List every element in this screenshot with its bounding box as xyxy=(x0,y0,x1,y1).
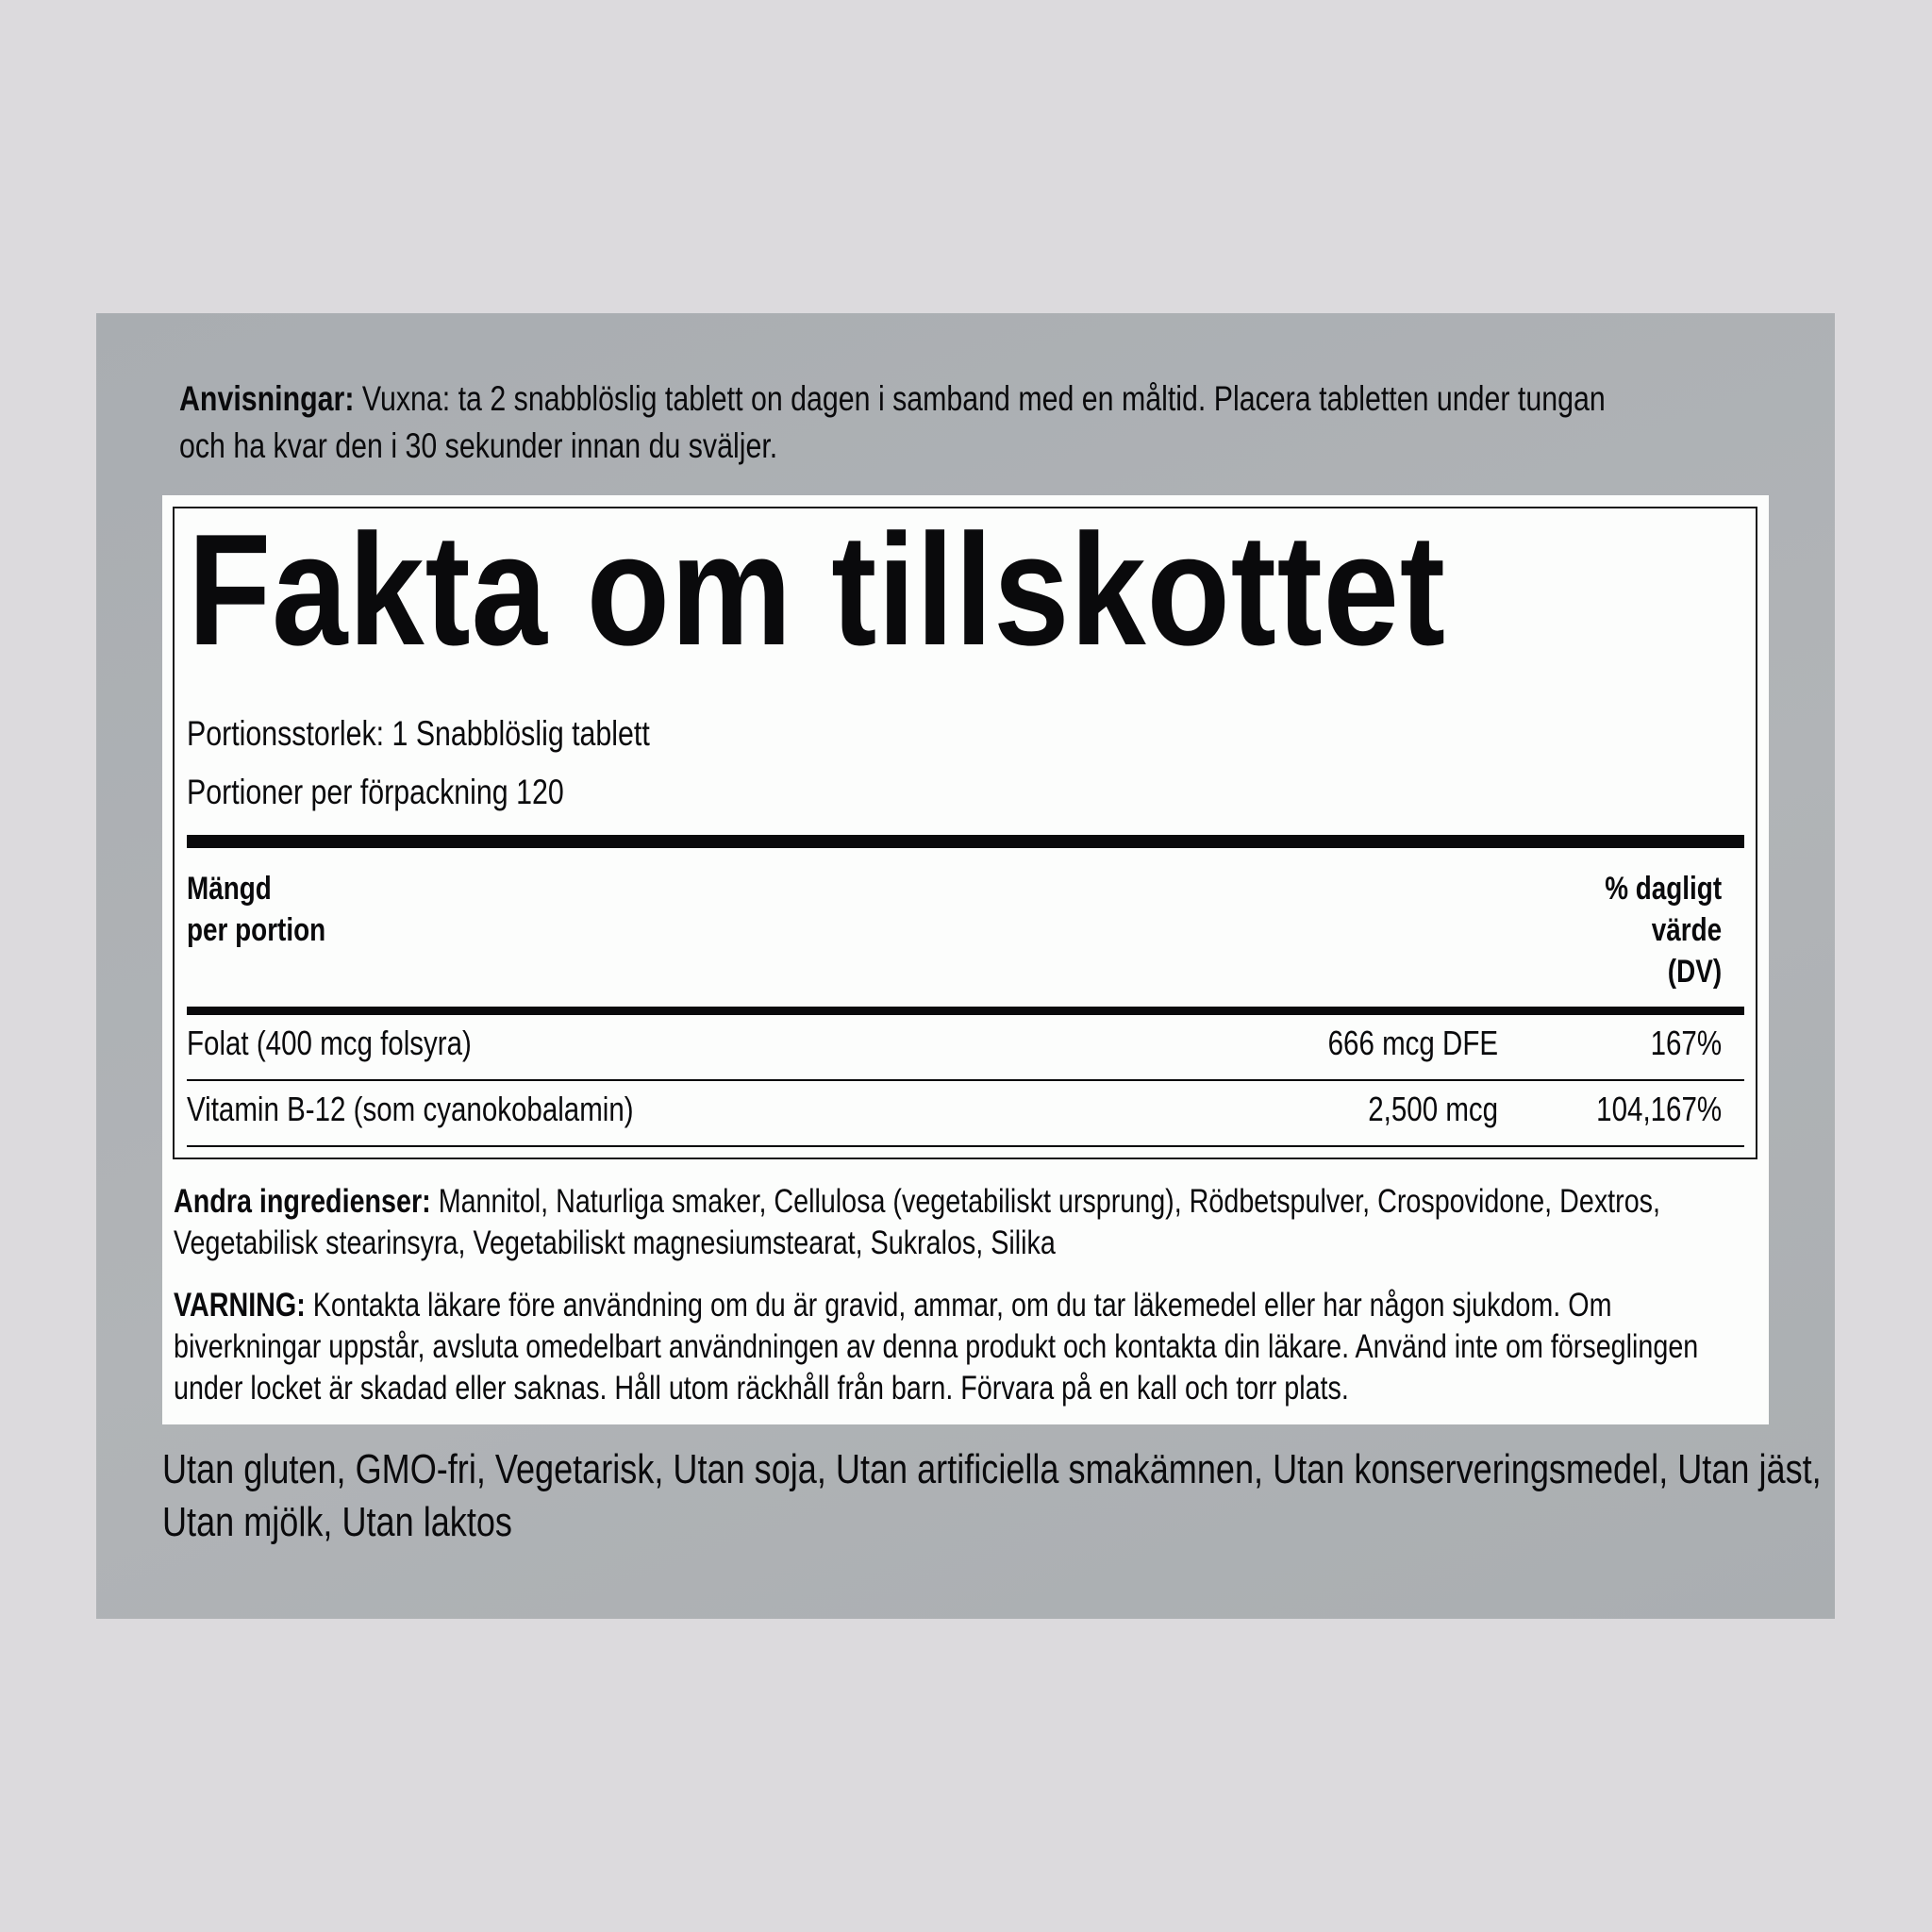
nutrient-name: Folat (400 mcg folsyra) xyxy=(187,1024,472,1062)
directions-label: Anvisningar: xyxy=(179,379,355,418)
row-divider xyxy=(187,1145,1744,1147)
amount-header-line1: Mängd xyxy=(187,871,272,907)
nutrient-amount: 666 mcg DFE xyxy=(1327,1024,1498,1062)
other-ingredients-label: Andra ingredienser: xyxy=(174,1183,431,1220)
other-ingredients xyxy=(174,1181,1744,1264)
directions-text xyxy=(179,375,1657,470)
thick-divider-top xyxy=(187,835,1744,848)
facts-title: Fakta om tillskottet xyxy=(188,501,1446,678)
servings-per-container: Portioner per förpackning 120 xyxy=(187,773,564,811)
warning-body: Kontakta läkare före användning om du är gravid, ammar, om du tar läkemedel eller har någon sjukdom. Om biverkningar uppstår, avsluta omedelbart användningen av denna produkt och kontakta din läkare. Använd inte om förseglingen under locket är skadad eller saknas. Håll utom räckhåll från barn. Förvara på en kall och torr plats. xyxy=(174,1287,1699,1407)
nutrient-name: Vitamin B-12 (som cyanokobalamin) xyxy=(187,1090,634,1128)
amount-per-serving-header xyxy=(187,868,325,951)
dv-header-line2: värde xyxy=(1651,912,1722,948)
warning-label: VARNING: xyxy=(174,1287,306,1324)
row-divider xyxy=(187,1079,1744,1081)
dv-header-line3: (DV) xyxy=(1667,954,1722,990)
nutrient-daily-value: 167% xyxy=(1650,1024,1722,1062)
other-ingredients-body: Mannitol, Naturliga smaker, Cellulosa (vegetabiliskt ursprung), Rödbetspulver, Crospovidone, Dextros, Vegetabilisk stearinsyra, Vegetabiliskt magnesiumstearat, Sukralos, Silika xyxy=(174,1183,1660,1261)
directions-body: Vuxna: ta 2 snabblöslig tablett on dagen i samband med en måltid. Placera tabletten under tungan och ha kvar den i 30 sekunder innan du sväljer. xyxy=(179,379,1606,465)
dv-header-line1: % dagligt xyxy=(1605,871,1722,907)
amount-header-line2: per portion xyxy=(187,912,326,948)
warning-text xyxy=(174,1285,1744,1409)
serving-size: Portionsstorlek: 1 Snabblöslig tablett xyxy=(187,714,650,753)
nutrient-amount: 2,500 mcg xyxy=(1368,1090,1498,1128)
free-from-claims: Utan gluten, GMO-fri, Vegetarisk, Utan soja, Utan artificiella smakämnen, Utan konserveringsmedel, Utan jäst, Utan mjölk, Utan laktos xyxy=(162,1446,1822,1545)
thick-divider-header xyxy=(187,1007,1744,1015)
nutrient-daily-value: 104,167% xyxy=(1596,1090,1722,1128)
daily-value-header xyxy=(1605,868,1722,992)
